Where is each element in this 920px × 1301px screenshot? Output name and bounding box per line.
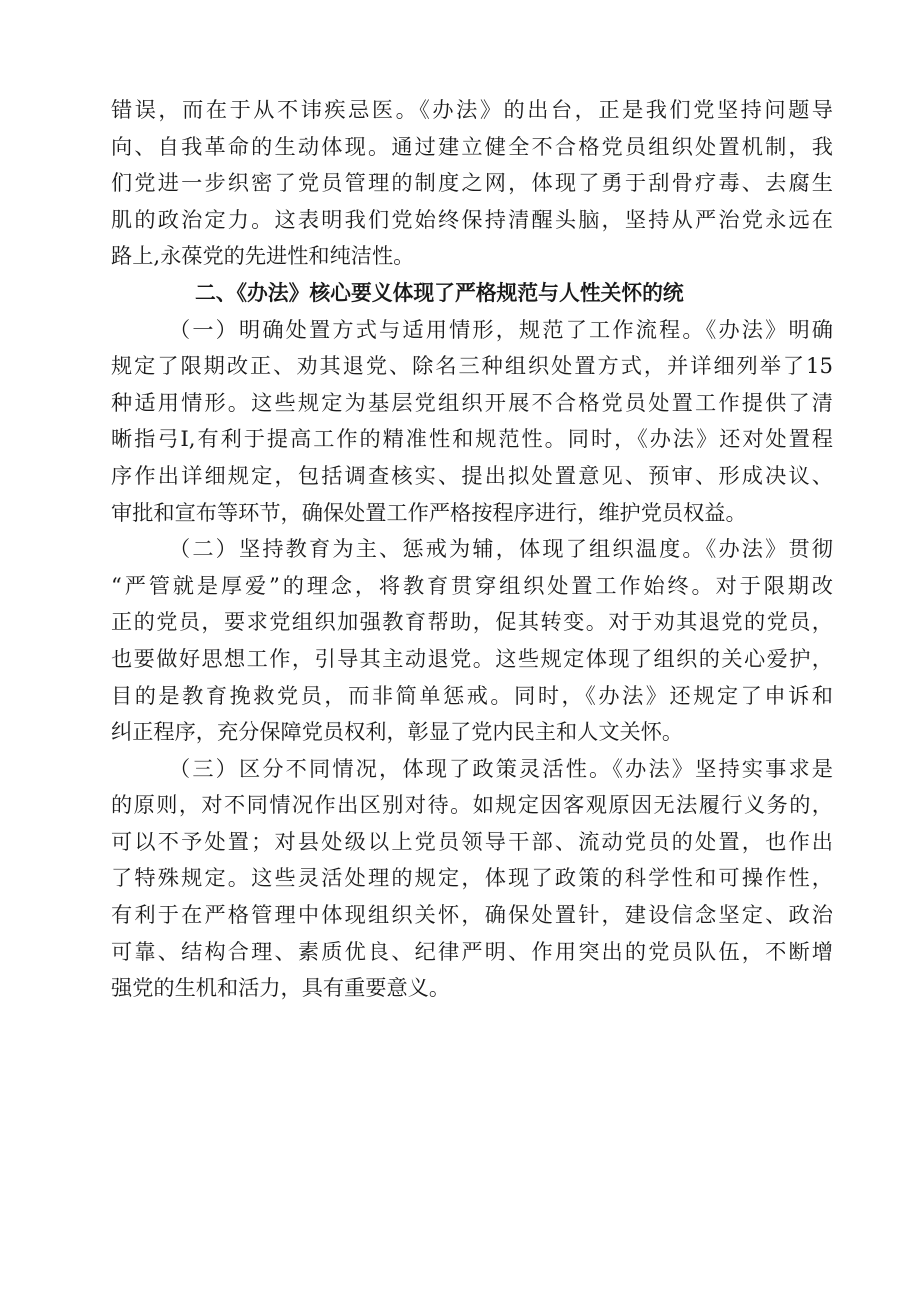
document-page bbox=[111, 92, 833, 1007]
text-line: 晰指弓I,有利于提高工作的精准性和规范性。同时，《办法》还对处置程 bbox=[111, 426, 833, 452]
paragraph-education-first bbox=[111, 531, 833, 751]
section-heading: 二、《办法》核心要义体现了严格规范与人性关怀的统 bbox=[195, 280, 684, 305]
paragraph-disposal-methods bbox=[111, 312, 833, 532]
text-line: 了特殊规定。这些灵活处理的规定，体现了政策的科学性和可操作性， bbox=[111, 865, 833, 891]
text-line: 路上,永葆党的先进性和纯洁性。 bbox=[111, 243, 415, 269]
text-line: 序作出详细规定，包括调查核实、提出拟处置意见、预审、形成决议、 bbox=[111, 462, 833, 488]
text-line: 们党进一步织密了党员管理的制度之网，体现了勇于刮骨疗毒、去腐生 bbox=[111, 170, 833, 196]
text-line: 正的党员，要求党组织加强教育帮助，促其转变。对于劝其退党的党员， bbox=[111, 609, 833, 635]
text-line: 也要做好思想工作，引导其主动退党。这些规定体现了组织的关心爱护， bbox=[111, 645, 833, 671]
paragraph-continuation bbox=[111, 92, 833, 275]
text-line: 有利于在严格管理中体现组织关怀，确保处置针，建设信念坚定、政治 bbox=[111, 902, 833, 928]
text-line: （二）坚持教育为主、惩戒为辅，体现了组织温度。《办法》贯彻 bbox=[169, 536, 833, 562]
text-line: 错误，而在于从不讳疾忌医。《办法》的出台，正是我们党坚持问题导 bbox=[111, 97, 833, 122]
text-line: （三）区分不同情况，体现了政策灵活性。《办法》坚持实事求是 bbox=[169, 755, 833, 781]
text-line: 可以不予处置；对县处级以上党员领导干部、流动党员的处置，也作出 bbox=[111, 828, 833, 854]
text-line: 目的是教育挽救党员，而非简单惩戒。同时，《办法》还规定了申诉和 bbox=[111, 682, 833, 708]
text-line: 种适用情形。这些规定为基层党组织开展不合格党员处置工作提供了清 bbox=[111, 389, 833, 415]
text-line: 的原则，对不同情况作出区别对待。如规定因客观原因无法履行义务的， bbox=[111, 792, 833, 818]
text-line: 强党的生机和活力，具有重要意义。 bbox=[111, 975, 451, 1001]
text-line: 向、自我革命的生动体现。通过建立健全不合格党员组织处置机制，我 bbox=[111, 133, 833, 159]
text-line: 审批和宣布等环节，确保处置工作严格按程序进行，维护党员权益。 bbox=[111, 499, 747, 525]
text-line: 可靠、结构合理、素质优良、纪律严明、作用突出的党员队伍，不断增 bbox=[111, 938, 833, 964]
text-line: 纠正程序，充分保障党员权利，彰显了党内民主和人文关怀。 bbox=[111, 719, 684, 745]
text-line: （一）明确处置方式与适用情形，规范了工作流程。《办法》明确 bbox=[169, 316, 833, 342]
paragraph-policy-flexibility bbox=[111, 751, 833, 1007]
text-line: 肌的政治定力。这表明我们党始终保持清醒头脑，坚持从严治党永远在 bbox=[111, 206, 833, 232]
text-line: 规定了限期改正、劝其退党、除名三种组织处置方式，并详细列举了15 bbox=[111, 353, 833, 379]
text-line: “严管就是厚爱”的理念，将教育贯穿组织处置工作始终。对于限期改 bbox=[111, 572, 833, 598]
